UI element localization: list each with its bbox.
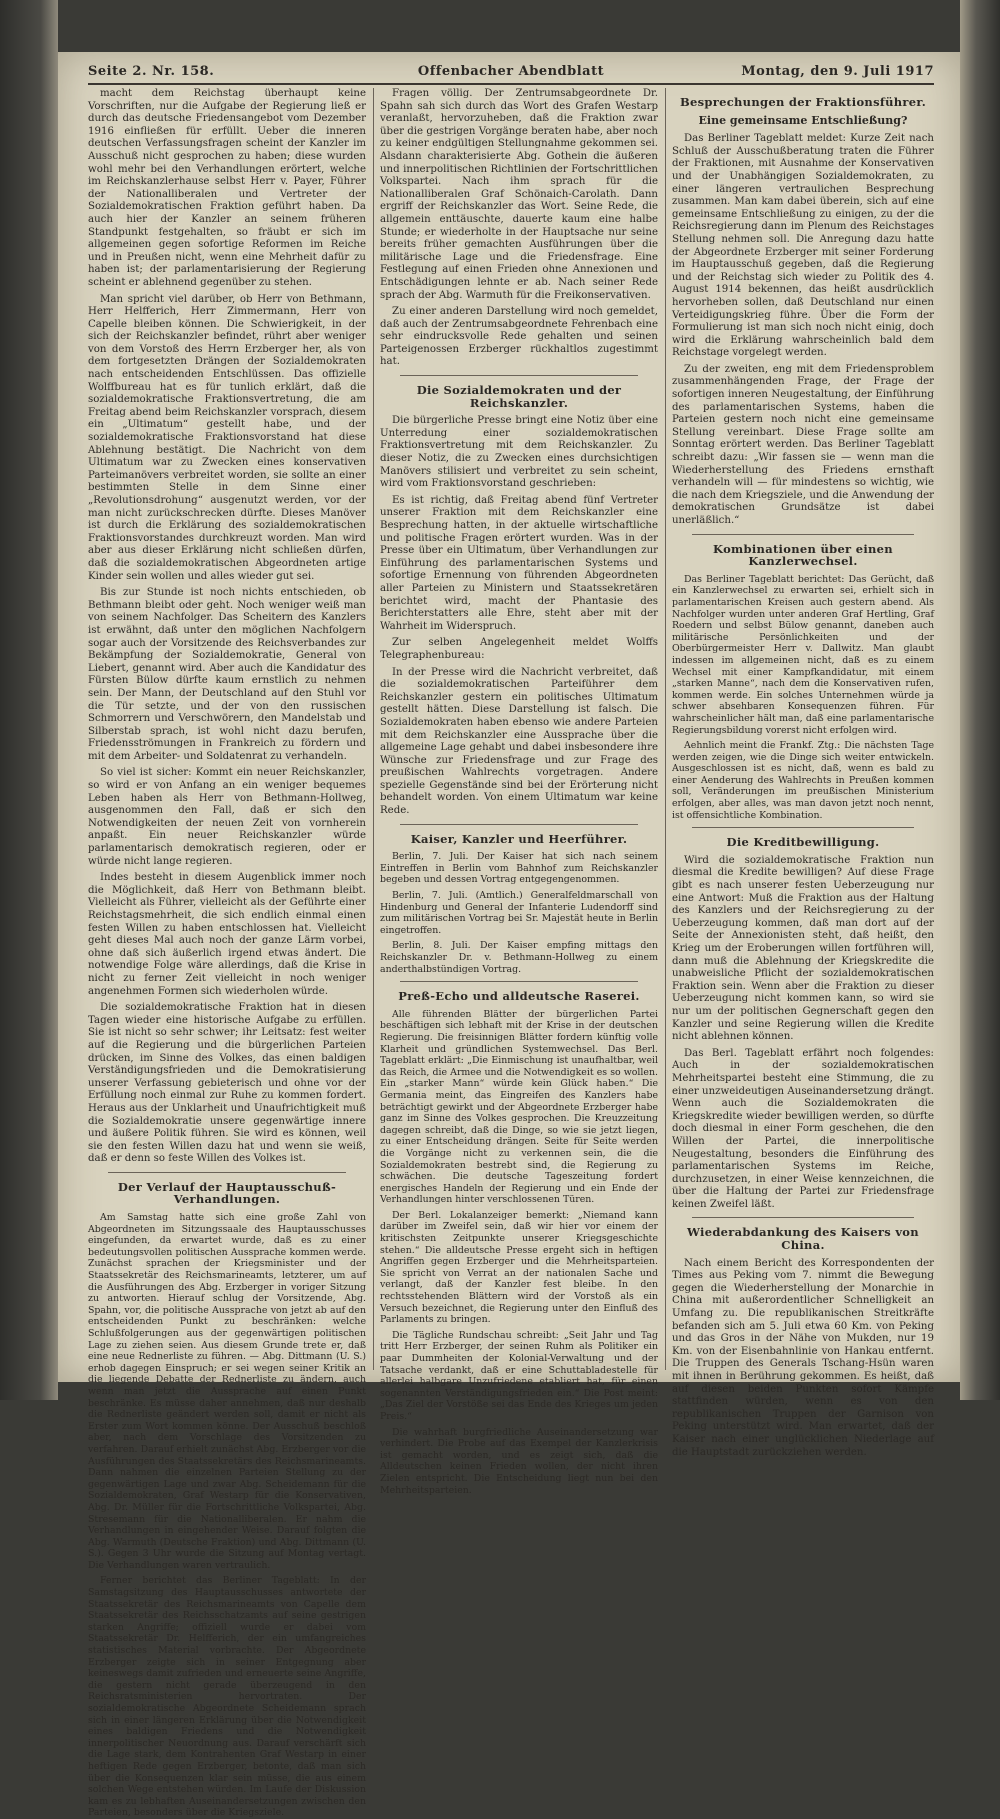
page-edge: [960, 0, 1000, 1400]
paragraph: Es ist richtig, daß Freitag abend fünf Vertreter unserer Fraktion mit dem Reichskanzler eine Besprechung hatten, in der aktuelle wirtschaftliche und politische Fragen erörtert wurden. Was in der Presse über ein Ultimatum, über Verhandlungen zur Einführung des parlamentarischen Systems und sofortige Ernennung von führenden Abgeordneten aller Parteien zu Ministern und Staatssekretären berichtet wird, macht der Phantasie des Berichterstatters alle Ehre, steht aber mit der Wahrheit im Widerspruch.: [380, 494, 658, 632]
section-rule: [400, 981, 638, 982]
paragraph: Die bürgerliche Presse bringt eine Notiz über eine Unterredung einer sozialdemokratischen Fraktionsvertretung mit dem Reichskanzler. Zu dieser Notiz, die zu Zwecken eines durchsichtigen Manövers stilisiert und verbreitet zu sein scheint, wird vom Fraktionsvorstand geschrieben:: [380, 415, 658, 490]
column-divider: [373, 88, 374, 1370]
issue-date: Montag, den 9. Juli 1917: [741, 64, 934, 79]
paragraph: Die sozialdemokratische Fraktion hat in diesen Tagen wieder eine historische Aufgabe zu erfüllen. Sie ist nicht so sehr schwer; ihr Leitsatz: fest weiter auf die Regierung und die bürgerlichen Parteien drücken, im Sinne des Volkes, das einen baldigen Verständigungsfrieden und die Demokratisierung unserer Verfassung gebieterisch und ohne vor der Erfüllung noch einmal zur Ruhe zu kommen fordert. Heraus aus der Unklarheit und Unaufrichtigkeit muß die Sozialdemokratie unsere gegenwärtige innere und äußere Politik führen. Sie wird es können, weil sie den festen Willen dazu hat und wenn sie weiß, daß er denn so feste Willen des Volkes ist.: [88, 1002, 366, 1165]
paragraph: So viel ist sicher: Kommt ein neuer Reichskanzler, so wird er von Anfang an ein weniger bequemes Leben haben als Herr von Bethmann-Hollweg, ausgenommen den Fall, daß er sich den Notwendigkeiten der neuen Zeit von vornherein anpaßt. Ein neuer Reichskanzler würde parlamentarisch demokratisch regieren, oder er würde nicht lange regieren.: [88, 767, 366, 867]
paragraph: macht dem Reichstag überhaupt keine Vorschriften, nur die Aufgabe der Regierung ließ er durch das deutsche Friedensangebot vom Dezember 1916 einfließen für erfüllt. Ueber die inneren deutschen Verfassungsfragen scheint der Kanzler im Ausschuß nicht gesprochen zu haben; diese wurden wohl mehr bei den Verhandlungen erörtert, welche im Reichskanzlerhause selbst Herr v. Payer, Führer der Nationalliberalen und Vertreter der Sozialdemokratischen Fraktion geführt haben. Da auch hier der Kanzler an seinem früheren Standpunkt festgehalten, so fräubt er sich im allgemeinen gegen sofortige Reformen im Reiche und in Preußen nicht, wenn eine Mehrheit dafür zu haben ist; der parlamentarisierung der Regierung scheint er ablehnend gegenüber zu stehen.: [88, 88, 366, 288]
article-heading: Besprechungen der Fraktionsführer.: [679, 95, 927, 109]
paragraph: Aehnlich meint die Frankf. Ztg.: Die nächsten Tage werden zeigen, wie die Dinge sich weiter entwickeln. Ausgeschlossen ist es nicht, daß, wenn es bald zu einer Aenderung des Wahlrechts in Preußen kommen soll, Veränderungen im preußischen Ministerium erfolgen, aber alles, was man davon jetzt noch nennt, ist offensichtliche Kombination.: [672, 740, 934, 821]
section-rule: [108, 1172, 346, 1173]
column-3: [672, 88, 934, 1458]
paragraph: Indes besteht in diesem Augenblick immer noch die Möglichkeit, daß Herr von Bethmann bleibt. Vielleicht als Führer, vielleicht als der Geführte einer Reichstagsmehrheit, die sich endlich einmal einen festen Willen zu haben entschlossen hat. Vielleicht geht dieses Mal auch noch der ganze Lärm vorbei, ohne daß sich äußerlich irgend etwas ändert. Die notwendige Folge wäre allerdings, daß die Krise in nicht zu ferner Zeit vielleicht in noch weniger angenehmen Formen sich wiederholen würde.: [88, 872, 366, 997]
paragraph: Nach einem Bericht des Korrespondenten der Times aus Peking vom 7. nimmt die Bewegung gegen die Wiederherstellung der Monarchie in China mit außerordentlicher Schnelligkeit an Umfang zu. Die republikanischen Streitkräfte befanden sich am 5. Juli etwa 60 Km. von Peking und das Gros in der Nähe von Mukden, nur 19 Km. von der Eisenbahnlinie von Hankau entfernt. Die Truppen des Generals Tschang-Hsün waren mit ihnen in Berührung gekommen. Es heißt, daß auf diesen beiden Punkten sofort Kämpfe stattfinden würden, wenn es von den republikanischen Truppen der Garnison von Peking unterstützt wird. Man erwartet, daß der Kaiser nach einer unglücklichen Niederlage auf die Hauptstadt zurückziehen werden.: [672, 1257, 934, 1458]
paragraph: Das Berliner Tageblatt berichtet: Das Gerücht, daß ein Kanzlerwechsel zu erwarten sei, erhielt sich in parlamentarischen Kreisen auch gestern abend. Als Nachfolger wurden unter anderen Graf Hertling, Graf Roedern und selbst Bülow genannt, daneben auch militärische Persönlichkeiten und der Oberbürgermeister Herr v. Dallwitz. Man glaubt indessen im allgemeinen nicht, daß es zu einem Wechsel mit einer Kampfkandidatur, mit einem „starken Manne“, nach dem die Konservativen rufen, kommen werde. Ein solches Unternehmen würde ja schwer absehbaren Konsequenzen führen. Für wahrscheinlicher hält man, daß eine parlamentarische Regierungsbildung vorerst nicht erfolgen wird.: [672, 573, 934, 736]
section-rule: [692, 534, 914, 535]
paragraph: Ferner berichtet das Berliner Tageblatt: In der Samstagsitzung des Hauptausschusses antwortete der Staatssekretär des Reichsmarineamts von Capelle dem Staatssekretär des Reichsschatzamts auf seine gestrigen starken Angriffe; offiziell wurde er dabei vom Staatssekretär Dr. Helfferich, der ein umfangreiches statistisches Material vorbrachte. Der Abgeordnete Erzberger zeigte sich in seiner Entgegnung aber keineswegs damit zufrieden und erneuerte seine Angriffe, die gestern nicht gerade überzeugend in den Reichsratsministerien hervortraten. Der sozialdemokratische Abgeordnete Scheidemann sprach sich in einer längeren Erklärung über die Notwendigkeit eines baldigen Friedens und die Notwendigkeit innerpolitischer Neuordnung aus. Darauf verschärft sich die Lage stark, dem Kontrahenten Graf Westarp in einer heftigen Rede gegen Erzberger, betonte, daß man sich über die Konsequenzen klar sein müsse, die aus einem solchen Wege entstehen würden. Im Laufe der Diskussion kam es zu lebhaften Auseinandersetzungen zwischen den Parteien, besonders über die Kriegsziele.: [88, 1575, 366, 1819]
paragraph: Zur selben Angelegenheit meldet Wolffs Telegraphenbureau:: [380, 637, 658, 661]
page-number: Seite 2. Nr. 158.: [88, 64, 215, 79]
section-rule: [400, 824, 638, 825]
book-spine: [0, 0, 58, 1400]
paragraph: Bis zur Stunde ist noch nichts entschieden, ob Bethmann bleibt oder geht. Noch weniger weiß man von seinem Nachfolger. Das Scheitern des Kanzlers ist erwähnt, daß unter den möglichen Nachfolgern sogar auch der Vorsitzende des Reichsverbandes zur Bekämpfung der Sozialdemokratie, General von Liebert, genannt wird. Aber auch die Kandidatur des Fürsten Bülow dürfte kaum ernstlich zu nehmen sein. Der Mann, der Deutschland auf den Stuhl vor die Tür setzte, und der von den russischen Schmorrern und Verschwörern, den Mandelstab und Silberstab sprach, ist wohl nicht dazu berufen, Friedensströmungen in Frankreich zu fördern und mit dem Arbeiter- und Soldatenrat zu verhandeln.: [88, 587, 366, 762]
paragraph: Wird die sozialdemokratische Fraktion nun diesmal die Kredite bewilligen? Auf diese Frage gibt es nach unserer festen Ueberzeugung nur eine Antwort: Muß die Fraktion aus der Haltung des Kanzlers und der Reichsregierung zu der Ueberzeugung kommen, daß man dort auf der Seite der Annexionisten steht, daß heißt, den Krieg um der Eroberungen willen fortführen will, dann muß die Ablehnung der Kriegskredite die unabweisliche Pflicht der sozialdemokratischen Fraktion sein. Wenn aber die Fraktion zu dieser Ueberzeugung nicht kommen kann, so wird sie nur um der politischen Gegnerschaft gegen den Kanzler und seine Regierung willen die Kredite nicht ablehnen können.: [672, 854, 934, 1043]
column-2: [380, 88, 658, 1496]
paragraph: Das Berliner Tageblatt meldet: Kurze Zeit nach Schluß der Ausschußberatung traten die Führer der Fraktionen, mit Ausnahme der Konservativen und der Unabhängigen Sozialdemokraten, zu einer längeren vertraulichen Besprechung zusammen. Man kam dabei überein, sich auf eine gemeinsame Entschließung zu einigen, zu der die Reichsregierung dann im Plenum des Reichstages Stellung nehmen soll. Die Anregung dazu hatte der Abgeordnete Erzberger mit seiner Forderung im Hauptausschuß gegeben, daß die Regierung und der Reichstag sich wieder zu Politik des 4. August 1914 bekennen, das heißt ausdrücklich hervorheben sollen, daß Deutschland nur einen Verteidigungskrieg führe. Über die Form der Formulierung ist man sich noch nicht einig, doch wird die Erklärung wahrscheinlich bald dem Reichstage vorgelegt werden.: [672, 133, 934, 359]
paragraph: Man spricht viel darüber, ob Herr von Bethmann, Herr Helfferich, Herr Zimmermann, Herr von Capelle bleiben können. Die Schwierigkeit, in der sich der Reichskanzler befindet, rührt aber weniger von dem Vorstoß des Herrn Erzberger her, als von dem fortgesetzten Drängen der Sozialdemokraten nach entscheidenden Entschlüssen. Das offizielle Wolffbureau hat es für tunlich erklärt, daß die sozialdemokratische Fraktionsvertretung, die am Freitag abend beim Reichskanzler vorsprach, diesem ein „Ultimatum“ gestellt habe, und der sozialdemokratische Fraktionsvorstand hat diese Ablehnung bestätigt. Die Nachricht von dem Ultimatum war zu Zwecken eines konservativen Parteimanövers verbreitet worden, sie sollte an einer bestimmten Stelle in dem Sinne einer „Revolutionsdrohung“ ausgenutzt werden, vor der man nicht zurückschrecken dürfte. Dieses Manöver ist durch die Erklärung des sozialdemokratischen Fraktionsvorstandes durchkreuzt worden. Man wird aber aus dieser Erklärung nicht schließen dürfen, daß die sozialdemokratischen Abgeordneten artige Kinder sein wollen und alles wieder gut sei.: [88, 293, 366, 582]
paragraph: Alle führenden Blätter der bürgerlichen Partei beschäftigen sich lebhaft mit der Krise in der deutschen Regierung. Die freisinnigen Blätter fordern künftig volle Klarheit und gründlichen Systemwechsel. Das Berl. Tageblatt erklärt: „Die Einmischung ist unaufhaltbar, weil das Reich, die Armee und die Notwendigkeit es so wollen. Ein „starker Mann“ würde kein Glück haben.“ Die Germania meint, das Eingreifen des Kanzlers habe beträchtigt gewirkt und der Abgeordnete Erzberger habe ganz im Sinne des Volkes gesprochen. Die Kreuzzeitung dagegen schreibt, daß die Dinge, so wie sie jetzt liegen, zu einer Entscheidung drängen. Seite für Seite werden die Vorgänge nicht zu verkennen sein, die die Sozialdemokraten bestrebt sind, die Regierung zu schwächen. Die deutsche Tageszeitung fordert energisches Handeln der Regierung und ein Ende der Verhandlungen hinter verschlossenen Türen.: [380, 1008, 658, 1206]
article-heading: Die Sozialdemokraten und der Reichskanzler.: [416, 383, 622, 410]
paragraph: Am Samstag hatte sich eine große Zahl von Abgeordneten im Sitzungssaale des Hauptausschusses eingefunden, da erwartet wurde, daß es zu einer bedeutungsvollen politischen Aussprache kommen werde. Zunächst sprachen der Kriegsminister und der Staatssekretär des Reichsmarineamts, letzterer, um auf die Ausführungen des Abg. Erzberger in voriger Sitzung zu antworten. Hierauf schlug der Vorsitzende, Abg. Spahn, vor, die politische Aussprache von jetzt ab auf den entscheidenden Punkt zu beschränken: welche Schlußfolgerungen aus der gegenwärtigen politischen Lage zu ziehen seien. Aus diesem Grunde trete er, daß eine neue Rednerliste zu führen. — Abg. Dittmann (U. S.) erhob dagegen Einspruch; er sei wegen seiner Kritik an die liegende Debatte der Rednerliste zu ändern, auch wenn man jetzt die Aussprache auf einen Punkt beschränke. Es müsse daher annehmen, daß nur deshalb die Rednerliste geändert werden soll, damit er nicht als Erster zum Wort kommen könne. Der Ausschuß beschloß aber, nach dem Vorschlage des Vorsitzenden zu verfahren. Darauf erhielt zunächst Abg. Erzberger vor die Ausführungen des Staatssekretärs des Reichsmarineamts. Dann nahmen die einzelnen Parteien Stellung zu der gegenwärtigen Lage und zwar Abg. Scheidemann für die Sozialdemokraten, Graf Westarp für die Konservativen, Abg. Dr. Müller für die Fortschrittliche Volkspartei, Abg. Stresemann für die Nationalliberalen. Er nahm die Verhandlungen in eingehender Weise. Darauf folgten die Abg. Warmuth (Deutsche Fraktion) und Abg. Dittmann (U. S.). Gegen 3 Uhr wurde die Sitzung auf Montag vertagt. Die Verhandlungen waren vertraulich.: [88, 1212, 366, 1571]
section-rule: [692, 827, 914, 828]
paragraph: Die Tägliche Rundschau schreibt: „Seit Jahr und Tag tritt Herr Erzberger, der seinen Ruhm als Politiker ein paar Dummheiten der Kolonial-Verwaltung und der Tatsache verdankt, daß er eine Schuttabladestelle für allerlei halbgare Unzufriedene etabliert hat, für einen sogenannten Verständigungsfrieden ein.“ Die Post meint: „Das Ziel der Vorstöße sei das Ende des Krieges um jeden Preis.“: [380, 1329, 658, 1422]
article-heading: Kombinationen über einen Kanzlerwechsel.: [713, 541, 893, 569]
paragraph: Berlin, 8. Juli. Der Kaiser empfing mittags den Reichskanzler Dr. v. Bethmann-Hollweg zu einem anderthalbstündigen Vortrag.: [380, 940, 658, 975]
section-rule: [692, 1217, 914, 1218]
paragraph: Berlin, 7. Juli. Der Kaiser hat sich nach seinem Eintreffen in Berlin vom Bahnhof zum Reichskanzler begeben und dessen Vortrag entgegengenommen.: [380, 851, 658, 886]
paragraph: Berlin, 7. Juli. (Amtlich.) Generalfeldmarschall von Hindenburg und General der Infanterie Ludendorff sind zum militärischen Vortrag bei Sr. Majestät heute in Berlin eingetroffen.: [380, 890, 658, 936]
article-subheading: Eine gemeinsame Entschließung?: [698, 113, 908, 127]
article-heading: Der Verlauf der Hauptausschuß-Verhandlungen.: [117, 1179, 337, 1207]
article-heading: Die Kreditbewilligung.: [726, 835, 880, 850]
newspaper-title: Offenbacher Abendblatt: [417, 64, 605, 79]
page-header: [88, 60, 934, 84]
paragraph: Zu einer anderen Darstellung wird noch gemeldet, daß auch der Zentrumsabgeordnete Fehrenbach eine sehr eindrucksvolle Rede gehalten und seinen Parteigenossen Erzberger rückhaltlos zugestimmt hat.: [380, 306, 658, 368]
article-heading: Preß-Echo und alldeutsche Raserei.: [398, 989, 640, 1004]
paragraph: Der Berl. Lokalanzeiger bemerkt: „Niemand kann darüber im Zweifel sein, daß wir hier vor einem der kritischsten Zeitpunkte unserer Kriegsgeschichte stehen.“ Die alldeutsche Presse ergeht sich in heftigen Angriffen gegen Erzberger und die Mehrheitsparteien. Sie spricht von Verrat an der nationalen Sache und verlangt, daß der Kanzler fest bleibe. In den rechtsstehenden Blättern wird der Vorstoß als ein Versuch bezeichnet, die Regierung unter den Einfluß des Parlaments zu bringen.: [380, 1209, 658, 1326]
paragraph: In der Presse wird die Nachricht verbreitet, daß die sozialdemokratischen Parteiführer dem Reichskanzler gestern ein politisches Ultimatum gestellt hätten. Diese Darstellung ist falsch. Die Sozialdemokraten haben ebenso wie andere Parteien mit dem Reichskanzler eine Aussprache über die allgemeine Lage gehabt und dabei insbesondere ihre Wünsche zur Friedensfrage und zur Frage des preußischen Wahlrechts vorgetragen. Andere spezielle Gegenstände sind bei der Erörterung nicht behandelt worden. Von einem Ultimatum war keine Rede.: [380, 666, 658, 817]
paragraph: Fragen völlig. Der Zentrumsabgeordnete Dr. Spahn sah sich durch das Wort des Grafen Westarp veranlaßt, hervorzuheben, daß die Fraktion zwar über die gestrigen Vorgänge beraten habe, aber noch zu keiner endgültigen Stellungnahme gekommen sei. Alsdann charakterisierte Abg. Gothein die äußeren und innerpolitischen Richtlinien der Fortschrittlichen Volkspartei. Nach ihm sprach für die Nationalliberalen Graf Schönaich-Carolath. Dann ergriff der Reichskanzler das Wort. Seine Rede, die allgemein enttäuschte, dauerte kaum eine halbe Stunde; er wiederholte in der Hauptsache nur seine bereits früher gemachten Ausführungen über die militärische Lage und die Friedensfrage. Eine Festlegung auf einen Frieden ohne Annexionen und Entschädigungen lehnte er ab. Nach seiner Rede sprach der Abg. Warmuth für die Freikonservativen.: [380, 88, 658, 301]
paragraph: Zu der zweiten, eng mit dem Friedensproblem zusammenhängenden Frage, der Frage der sofortigen inneren Neugestaltung, der Einführung des parlamentarischen Systems, haben die Parteien gestern noch nicht eine gemeinsame Stellung vereinbart. Diese Frage sollte am Sonntag erörtert werden. Das Berliner Tageblatt schreibt dazu: „Wir fassen sie — wenn man die Wiederherstellung des Friedens ernsthaft verhandeln will — für mindestens so wichtig, wie die nach dem Kriegsziele, und die Anwendung der demokratischen Grundsätze ist dabei unerläßlich.“: [672, 363, 934, 526]
paragraph: Das Berl. Tageblatt erfährt noch folgendes: Auch in der sozialdemokratischen Mehrheitspartei besteht eine Stimmung, die zu einer unzweideutigen Auseinandersetzung drängt. Wenn auch die Sozialdemokraten die Kriegskredite wieder bewilligen werden, so dürfte doch diesmal in einer Form geschehen, die den Willen der Partei, die innerpolitische Neugestaltung, besonders die Einführung des parlamentarischen Systems im Reiche, durchzusetzen, in einer Weise kennzeichnen, die über die Haltung der Partei zur Friedensfrage keinen Zweifel läßt.: [672, 1047, 934, 1210]
column-1: [88, 88, 366, 1819]
article-heading: Kaiser, Kanzler und Heerführer.: [410, 831, 628, 846]
newspaper-page: [58, 52, 960, 1819]
paragraph: Die wahrhaft burgfriedliche Auseinandersetzung war verhindert. Die Probe auf das Exempel der Kanzlerkrisis ist gemacht worden, und es zeigt sich, daß die Alldeutschen keinen Frieden wollen, der nicht ihren Zielen entspricht. Die Entscheidung liegt nun bei den Mehrheitsparteien.: [380, 1426, 658, 1496]
header-rule: [88, 83, 934, 85]
section-rule: [400, 375, 638, 376]
article-heading: Wiederabdankung des Kaisers von China.: [687, 1225, 919, 1253]
column-divider: [665, 88, 666, 1370]
